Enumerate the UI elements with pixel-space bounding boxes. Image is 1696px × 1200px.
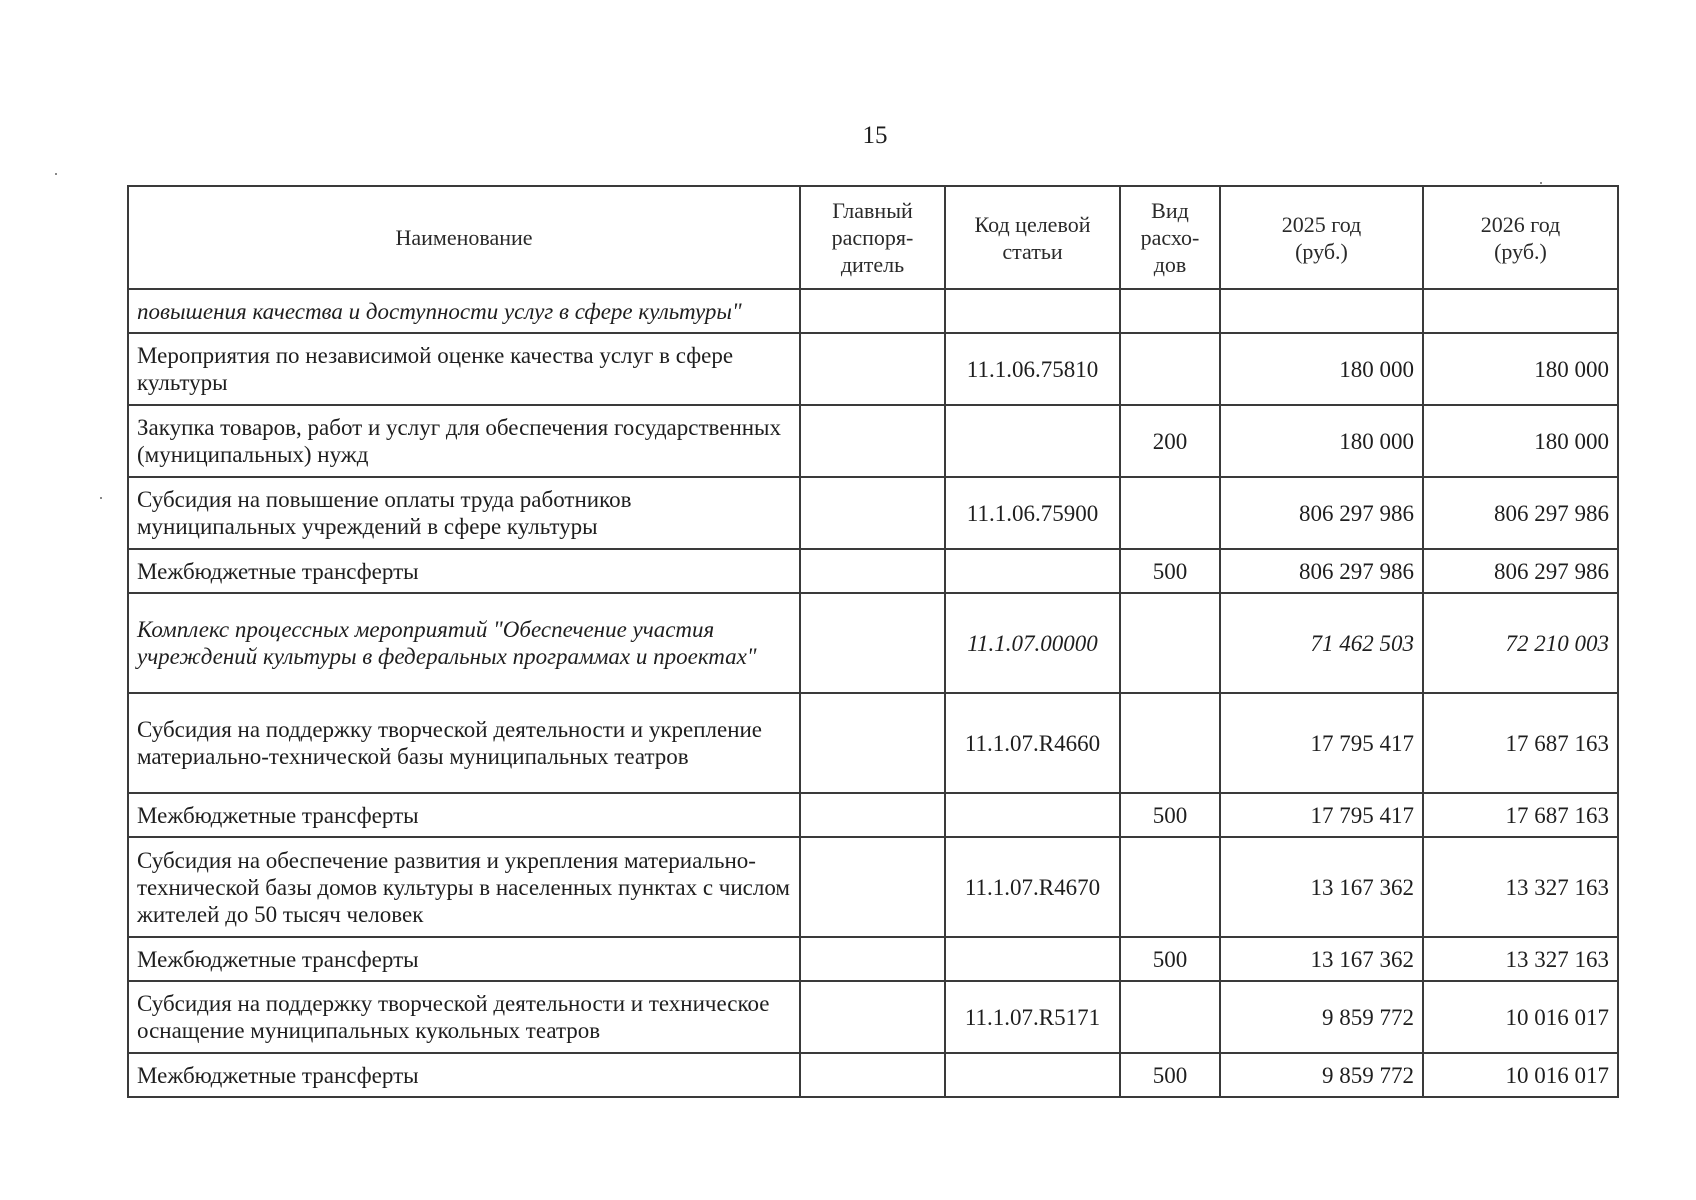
cell-code	[945, 937, 1120, 981]
table-row	[128, 289, 1618, 333]
cell-2026: 10 016 017	[1423, 981, 1618, 1053]
table-row	[128, 333, 1618, 405]
header-manager: Главный распоря-дитель	[800, 186, 945, 289]
table-row	[128, 1053, 1618, 1097]
cell-manager	[800, 937, 945, 981]
cell-2025: 9 859 772	[1220, 981, 1423, 1053]
cell-2025: 17 795 417	[1220, 693, 1423, 793]
cell-2025: 13 167 362	[1220, 837, 1423, 937]
cell-code	[945, 289, 1120, 333]
cell-name: Субсидия на обеспечение развития и укрепления материально-технической базы домов культуры в населенных пунктах с числом жителей до 50 тысяч человек	[128, 837, 800, 937]
cell-name: Субсидия на поддержку творческой деятельности и укрепление материально-технической базы муниципальных театров	[128, 693, 800, 793]
cell-kind	[1120, 333, 1220, 405]
cell-2026: 13 327 163	[1423, 937, 1618, 981]
scan-speck	[55, 173, 57, 175]
cell-code	[945, 549, 1120, 593]
cell-2026: 17 687 163	[1423, 793, 1618, 837]
cell-2025: 9 859 772	[1220, 1053, 1423, 1097]
scan-speck	[1540, 182, 1542, 184]
cell-2026: 13 327 163	[1423, 837, 1618, 937]
cell-manager	[800, 793, 945, 837]
cell-code	[945, 793, 1120, 837]
header-2026: 2026 год (руб.)	[1423, 186, 1618, 289]
table-row	[128, 405, 1618, 477]
cell-name: повышения качества и доступности услуг в сфере культуры"	[128, 289, 800, 333]
cell-code: 11.1.07.00000	[945, 593, 1120, 693]
cell-name: Субсидия на поддержку творческой деятельности и техническое оснащение муниципальных кукольных театров	[128, 981, 800, 1053]
budget-table	[127, 185, 1619, 1098]
cell-code	[945, 1053, 1120, 1097]
table-row	[128, 837, 1618, 937]
cell-2026: 806 297 986	[1423, 549, 1618, 593]
cell-name: Комплекс процессных мероприятий "Обеспечение участия учреждений культуры в федеральных программах и проектах"	[128, 593, 800, 693]
header-code: Код целевой статьи	[945, 186, 1120, 289]
cell-name: Закупка товаров, работ и услуг для обеспечения государственных (муниципальных) нужд	[128, 405, 800, 477]
cell-code: 11.1.06.75810	[945, 333, 1120, 405]
cell-kind	[1120, 981, 1220, 1053]
cell-kind	[1120, 477, 1220, 549]
cell-2026: 72 210 003	[1423, 593, 1618, 693]
cell-code: 11.1.06.75900	[945, 477, 1120, 549]
cell-kind: 500	[1120, 1053, 1220, 1097]
cell-manager	[800, 981, 945, 1053]
table-row	[128, 793, 1618, 837]
cell-code: 11.1.07.R4670	[945, 837, 1120, 937]
table-row	[128, 593, 1618, 693]
cell-kind: 500	[1120, 793, 1220, 837]
cell-code: 11.1.07.R4660	[945, 693, 1120, 793]
table-row	[128, 549, 1618, 593]
cell-2026: 17 687 163	[1423, 693, 1618, 793]
cell-manager	[800, 593, 945, 693]
cell-kind: 200	[1120, 405, 1220, 477]
cell-manager	[800, 549, 945, 593]
cell-manager	[800, 477, 945, 549]
cell-2025: 180 000	[1220, 333, 1423, 405]
table-row	[128, 981, 1618, 1053]
cell-name: Межбюджетные трансферты	[128, 1053, 800, 1097]
header-name: Наименование	[128, 186, 800, 289]
table-row	[128, 477, 1618, 549]
cell-2026: 180 000	[1423, 333, 1618, 405]
cell-code	[945, 405, 1120, 477]
cell-2026: 180 000	[1423, 405, 1618, 477]
cell-kind	[1120, 289, 1220, 333]
cell-manager	[800, 405, 945, 477]
cell-kind	[1120, 837, 1220, 937]
cell-kind: 500	[1120, 549, 1220, 593]
page-number: 15	[862, 122, 888, 149]
cell-2025: 806 297 986	[1220, 477, 1423, 549]
cell-manager	[800, 837, 945, 937]
cell-kind	[1120, 593, 1220, 693]
cell-2025: 17 795 417	[1220, 793, 1423, 837]
cell-manager	[800, 289, 945, 333]
cell-name: Субсидия на повышение оплаты труда работников муниципальных учреждений в сфере культуры	[128, 477, 800, 549]
table-row	[128, 693, 1618, 793]
cell-2025: 180 000	[1220, 405, 1423, 477]
cell-manager	[800, 693, 945, 793]
cell-manager	[800, 333, 945, 405]
table-row	[128, 937, 1618, 981]
cell-name: Межбюджетные трансферты	[128, 793, 800, 837]
table-header-row	[128, 186, 1618, 289]
cell-name: Мероприятия по независимой оценке качества услуг в сфере культуры	[128, 333, 800, 405]
header-2025: 2025 год (руб.)	[1220, 186, 1423, 289]
cell-kind: 500	[1120, 937, 1220, 981]
cell-code: 11.1.07.R5171	[945, 981, 1120, 1053]
cell-2025	[1220, 289, 1423, 333]
cell-2025: 13 167 362	[1220, 937, 1423, 981]
cell-2026: 806 297 986	[1423, 477, 1618, 549]
cell-kind	[1120, 693, 1220, 793]
cell-name: Межбюджетные трансферты	[128, 549, 800, 593]
cell-2025: 806 297 986	[1220, 549, 1423, 593]
cell-name: Межбюджетные трансферты	[128, 937, 800, 981]
cell-2026	[1423, 289, 1618, 333]
cell-manager	[800, 1053, 945, 1097]
cell-2025: 71 462 503	[1220, 593, 1423, 693]
scan-speck	[100, 497, 102, 499]
header-kind: Вид расхо-дов	[1120, 186, 1220, 289]
cell-2026: 10 016 017	[1423, 1053, 1618, 1097]
